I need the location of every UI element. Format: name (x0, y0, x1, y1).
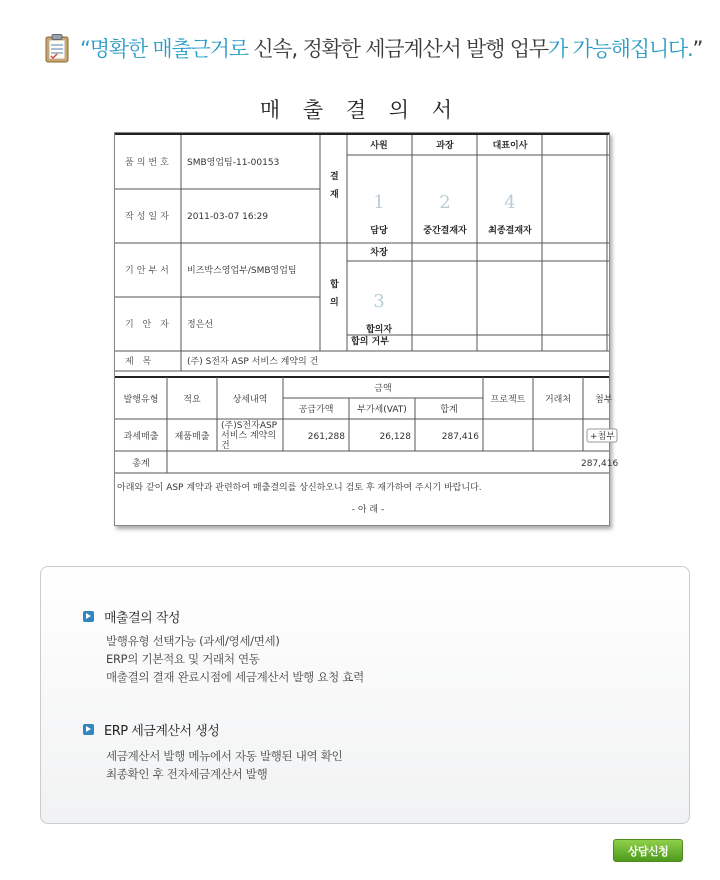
row-detail: (주)S전자ASP (221, 421, 278, 431)
approval-label: 재 (330, 190, 339, 200)
section-title: 매출결의 작성 (104, 611, 180, 626)
consult-button[interactable]: 상담신청 (613, 839, 683, 862)
feature-panel (40, 566, 690, 824)
amount-subheader: 부가세(VAT) (357, 405, 407, 415)
open-quote: “ (80, 37, 90, 61)
table-header: 프로젝트 (490, 395, 526, 405)
field-label: 기안부서 (125, 266, 172, 276)
row-detail: 건 (221, 441, 230, 451)
amount-subheader: 합계 (440, 405, 458, 415)
field-label: 기 안 자 (125, 320, 172, 330)
total-value: 287,416 (581, 459, 619, 469)
close-quote: ” (692, 37, 703, 61)
headline (42, 28, 712, 68)
note-text: 아래와 같이 ASP 계약과 관련하여 매출결의를 상신하오니 검토 후 재가하여 주시기 바랍니다. (117, 483, 482, 493)
subject-value: (주) S전자 ASP 서비스 계약의 건 (187, 357, 319, 367)
agree-reject: 합의 거부 (351, 337, 389, 347)
list-item: 매출결의 결재 완료시점에 세금계산서 발행 요청 효력 (106, 670, 364, 684)
step-label: 합의자 (365, 325, 393, 335)
sales-resolution-document (114, 132, 619, 526)
row-detail: 서비스 계약의 (221, 431, 277, 441)
row-supply: 261,288 (307, 432, 345, 442)
clipboard-icon (42, 33, 72, 63)
step-number: 1 (373, 192, 385, 213)
section-title: ERP 세금계산서 생성 (104, 724, 220, 739)
list-item: ERP의 기본적요 및 거래처 연동 (106, 652, 260, 666)
row-vat: 26,128 (379, 432, 411, 442)
list-item: 발행유형 선택가능 (과세/영세/면세) (106, 634, 280, 648)
step-label: 중간결재자 (423, 226, 467, 236)
step-number: 2 (439, 192, 451, 213)
section-header (83, 607, 180, 626)
row-summary: 제품매출 (174, 432, 210, 442)
amount-subheader: 공급가액 (298, 405, 334, 415)
field-value: 비즈박스영업부/SMB영업팀 (187, 266, 297, 276)
step-label: 담당 (370, 226, 388, 236)
headline-seg2: 신속, 정확한 세금계산서 발행 업무 (247, 37, 548, 61)
field-label: 작성일자 (125, 212, 172, 222)
agree-label: 의 (330, 298, 339, 308)
subject-label: 제 목 (125, 357, 155, 367)
row-type: 과세매출 (123, 432, 159, 442)
agree-label: 합 (330, 280, 339, 290)
section-header (83, 720, 219, 739)
headline-seg1: 명확한 매출근거로 (89, 37, 248, 61)
field-value: SMB영업팀-11-00153 (187, 158, 280, 168)
row-total: 287,416 (441, 432, 479, 442)
step-number: 3 (373, 291, 385, 312)
headline-text (80, 33, 702, 63)
arrow-right-icon (83, 724, 94, 735)
arrow-right-icon (83, 611, 94, 622)
field-value: 정은선 (187, 320, 214, 330)
below-text: - 아 래 - (351, 505, 385, 515)
list-item: 세금계산서 발행 메뉴에서 자동 발행된 내역 확인 (106, 749, 343, 763)
table-header: 금액 (374, 384, 392, 394)
list-item: 최종확인 후 전자세금계산서 발행 (106, 767, 268, 781)
field-label: 품의번호 (125, 158, 172, 168)
field-value: 2011-03-07 16:29 (187, 212, 269, 222)
document-title: 매 출 결 의 서 (259, 98, 461, 122)
approval-label: 결 (330, 172, 339, 182)
section-items (106, 747, 342, 783)
document-form (115, 133, 619, 525)
table-header: 거래처 (544, 395, 572, 405)
table-header: 첨부 (595, 395, 613, 405)
section-items (106, 632, 364, 686)
table-header: 적요 (183, 395, 201, 405)
agree-header: 차장 (370, 248, 388, 258)
table-header: 발행유형 (123, 395, 159, 405)
approval-header: 사원 (370, 141, 388, 151)
step-number: 4 (504, 192, 516, 213)
table-header: 상세내역 (232, 395, 268, 405)
approval-header: 과장 (436, 141, 454, 151)
total-label: 총계 (132, 459, 150, 469)
step-label: 최종결재자 (488, 226, 532, 236)
attach-button[interactable]: +첨부 (590, 432, 615, 442)
headline-seg3: 가 가능해집니다. (547, 37, 693, 61)
approval-header: 대표이사 (492, 141, 528, 151)
